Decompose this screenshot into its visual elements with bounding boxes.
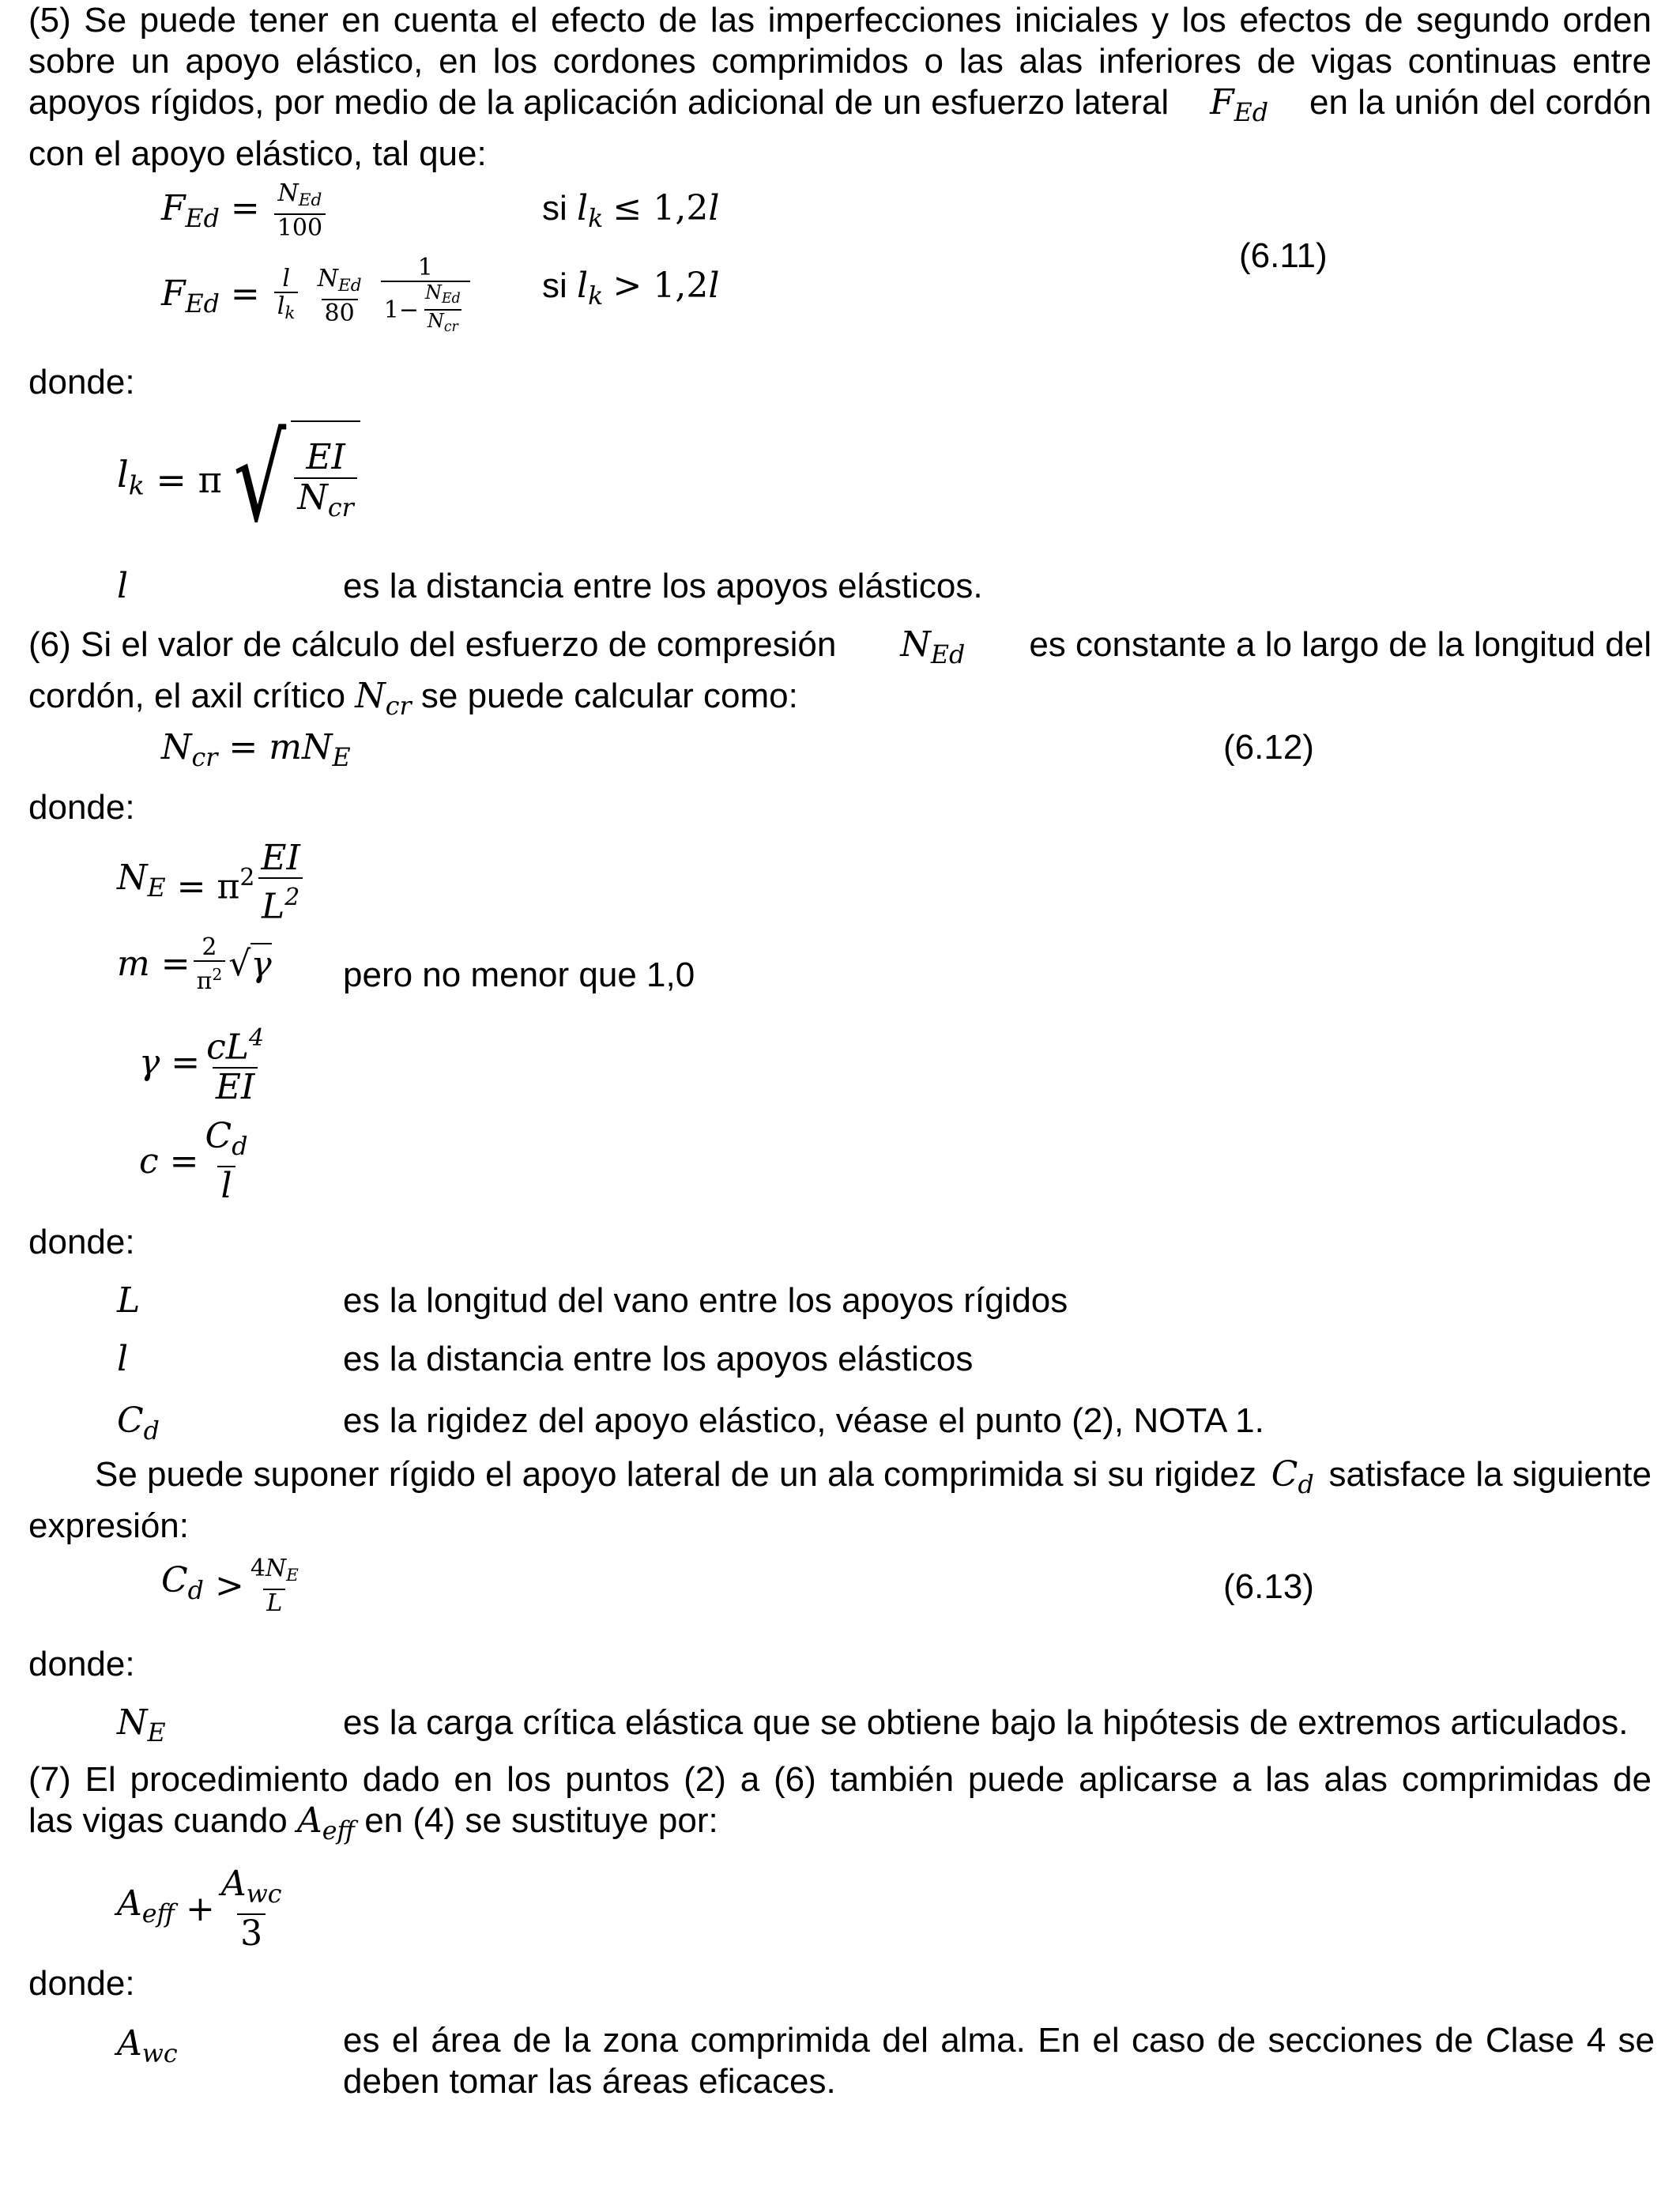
symbol-NE: $N_E$ — [117, 1702, 166, 1747]
paragraph-5-line-3 — [28, 82, 1652, 134]
eq-6-11-condition-1: si $l_k \le 1,2l$ — [542, 188, 720, 233]
paragraph-5-line-2: sobre un apoyo elástico, en los cordones comprimidos o las alas inferiores de vigas continuas entre — [28, 42, 1652, 81]
symbol-F-Ed: $F_{Ed}$ — [1210, 82, 1269, 127]
m-note: pero no menor que 1,0 — [343, 956, 695, 994]
paragraph-rigid — [28, 1454, 1652, 1547]
eq-Aeff-plus-Awc: $A_{eff}$ + $\frac{A_{wc}}{3}$ — [117, 1864, 282, 1955]
eq-6-12-number: (6.12) — [1223, 728, 1314, 767]
paragraph-7-line-2: las vigas cuando $A_{eff}$ en (4) se sustituye por: — [28, 1800, 718, 1845]
paragraph-5-line-4: con el apoyo elástico, tal que: — [28, 134, 487, 173]
eq-NE: $N_E$ = $\pi^2$ $\frac{EI}{L^2}$ — [117, 839, 307, 926]
donde-label-4: donde: — [28, 1645, 135, 1683]
donde-label-2: donde: — [28, 788, 135, 827]
eq-gamma: γ = $\frac{cL^4}{EI}$ — [139, 1024, 265, 1107]
paragraph-6 — [28, 624, 1652, 727]
paragraph-7 — [28, 1759, 1652, 1852]
donde-label-3: donde: — [28, 1223, 135, 1261]
eq-m: m = $\frac{2}{\pi^2}$ √ γ — [117, 933, 272, 996]
paragraph-5-line-1: (5) Se puede tener en cuenta el efecto de las imperfecciones iniciales y los efectos de segundo orden — [28, 1, 1652, 40]
eq-6-12: $N_{cr} = mN_E$ — [161, 727, 351, 772]
paragraph-5 — [28, 0, 1652, 175]
definition-l-2: es la distancia entre los apoyos elásticos — [343, 1340, 974, 1378]
paragraph-6-line-2: cordón, el axil crítico $N_{cr}$ se puede calcular como: — [28, 675, 798, 721]
symbol-l-2: l — [117, 1339, 129, 1379]
paragraph-rigid-line-2: expresión: — [28, 1506, 190, 1545]
eq-6-11-condition-2: si $l_k > 1,2l$ — [542, 266, 720, 311]
eq-c: c = $\frac{C_d}{l}$ — [139, 1116, 248, 1207]
symbol-N-Ed: $N_{Ed}$ — [900, 624, 966, 669]
eq-6-11-line-1: $F_{Ed}$ = $\frac{N_{Ed}}{100}$ — [161, 180, 329, 241]
paragraph-7-line-1: (7) El procedimiento dado en los puntos (2) a (6) también puede aplicarse a las alas comprimidas de — [28, 1760, 1652, 1799]
symbol-Cd: $C_d$ — [117, 1400, 160, 1446]
eq-lk: $l_k$ = π √ $\frac{EI}{N_{cr}}$ — [117, 420, 360, 539]
definition-Awc: es el área de la zona comprimida del alma. En el caso de secciones de Clase 4 se deben tomar las áreas eficaces. — [343, 2021, 1655, 2101]
eq-6-11-line-2: $F_{Ed}$ = $\frac{l}{l_k}$ $\frac{N_{Ed}}{80}$ 1 1− $\frac{N_{Ed}}{N_{cr}}$ — [161, 254, 473, 337]
paragraph-5-line-3b: en la unión del cordón — [1309, 83, 1652, 122]
definition-l: es la distancia entre los apoyos elásticos. — [343, 567, 983, 605]
symbol-L: L — [117, 1280, 141, 1321]
eq-6-13: $C_d$ > $\frac{4N_E}{L}$ — [161, 1555, 299, 1618]
paragraph-rigid-line-1: Se puede suponer rígido el apoyo lateral de un ala comprimida si su rigidez $C_d$ satisface la siguiente — [95, 1454, 1652, 1499]
symbol-Awc: $A_{wc}$ — [117, 2023, 178, 2068]
donde-label-5: donde: — [28, 1964, 135, 2003]
definition-Cd: es la rigidez del apoyo elástico, véase el punto (2), NOTA 1. — [343, 1401, 1264, 1440]
paragraph-6-line-1: (6) Si el valor de cálculo del esfuerzo de compresión $N_{Ed}$ es constante a lo largo de la longitud del — [28, 624, 1652, 676]
eq-6-13-number: (6.13) — [1223, 1567, 1314, 1606]
definition-L: es la longitud del vano entre los apoyos rígidos — [343, 1281, 1068, 1320]
definition-NE: es la carga crítica elástica que se obtiene bajo la hipótesis de extremos articulados. — [343, 1703, 1629, 1742]
symbol-l: l — [117, 566, 129, 606]
paragraph-5-line-3a: apoyos rígidos, por medio de la aplicación adicional de un esfuerzo lateral — [28, 83, 1170, 122]
eq-6-11-number: (6.11) — [1239, 236, 1328, 275]
donde-label-1: donde: — [28, 363, 135, 401]
document-page — [28, 0, 1655, 2194]
